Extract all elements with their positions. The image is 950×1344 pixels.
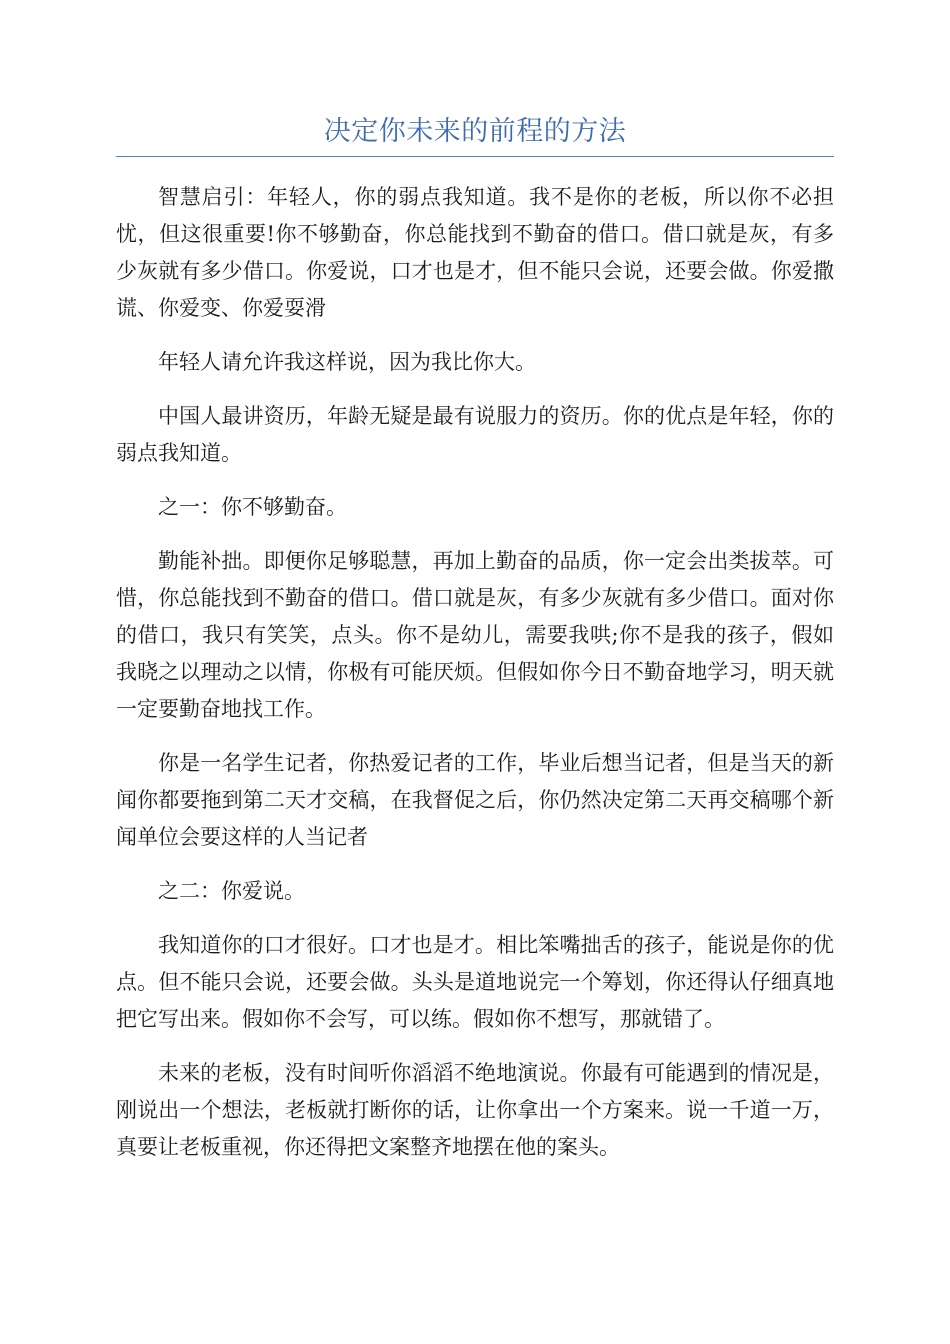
paragraph: 中国人最讲资历，年龄无疑是最有说服力的资历。你的优点是年轻，你的弱点我知道。	[116, 404, 834, 465]
section-heading: 之一：你不够勤奋。	[158, 495, 347, 519]
section-heading: 之二：你爱说。	[158, 879, 305, 903]
paragraph: 你是一名学生记者，你热爱记者的工作，毕业后想当记者，但是当天的新闻你都要拖到第二天才交稿，在我督促之后，你仍然决定第二天再交稿哪个新闻单位会要这样的人当记者	[116, 751, 834, 849]
document-title: 决定你未来的前程的方法	[116, 112, 834, 157]
document-body	[116, 179, 834, 1166]
paragraph: 年轻人请允许我这样说，因为我比你大。	[158, 350, 536, 374]
paragraph-intro: 智慧启引：年轻人，你的弱点我知道。我不是你的老板，所以你不必担忧，但这很重要!你不够勤奋，你总能找到不勤奋的借口。借口就是灰，有多少灰就有多少借口。你爱说，口才也是才，但不能只会说，还要会做。你爱撒谎、你爱变、你爱耍滑	[116, 185, 834, 320]
paragraph: 未来的老板，没有时间听你滔滔不绝地演说。你最有可能遇到的情况是，刚说出一个想法，老板就打断你的话，让你拿出一个方案来。说一千道一万，真要让老板重视，你还得把文案整齐地摆在他的案头。	[116, 1061, 834, 1159]
paragraph: 我知道你的口才很好。口才也是才。相比笨嘴拙舌的孩子，能说是你的优点。但不能只会说，还要会做。头头是道地说完一个筹划，你还得认仔细真地把它写出来。假如你不会写，可以练。假如你不想写，那就错了。	[116, 933, 834, 1031]
document-page	[116, 112, 834, 1183]
paragraph: 勤能补拙。即便你足够聪慧，再加上勤奋的品质，你一定会出类拔萃。可惜，你总能找到不勤奋的借口。借口就是灰，有多少灰就有多少借口。面对你的借口，我只有笑笑，点头。你不是幼儿，需要我哄;你不是我的孩子，假如我晓之以理动之以情，你极有可能厌烦。但假如你今日不勤奋地学习，明天就一定要勤奋地找工作。	[116, 549, 834, 721]
